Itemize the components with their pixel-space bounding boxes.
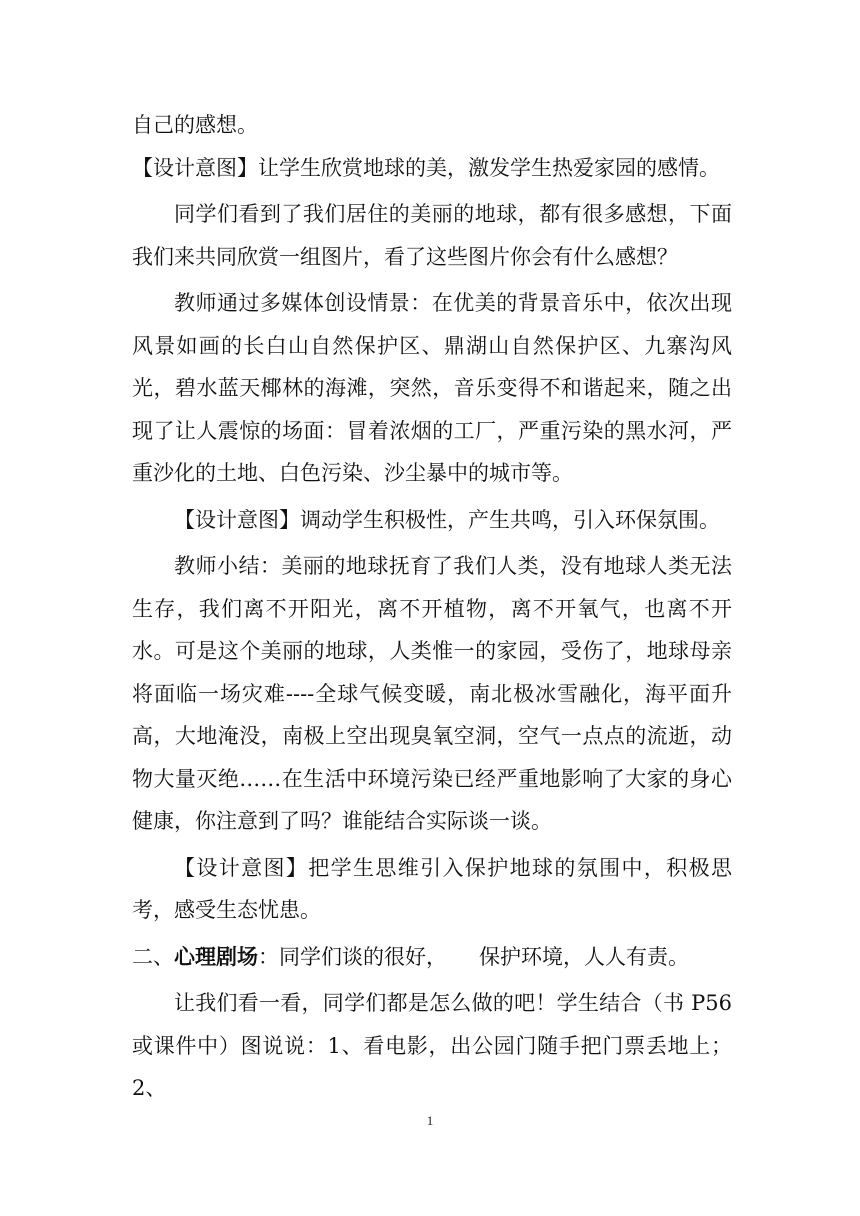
paragraph-multimedia-scene: 教师通过多媒体创设情景：在优美的背景音乐中，依次出现风景如画的长白山自然保护区、鼎湖山自然保护区、九寨沟风光，碧水蓝天椰林的海滩，突然，音乐变得不和谐起来，随之出现了让人震惊的场面：冒着浓烟的工厂，严重污染的黑水河，严重沙化的土地、白色污染、沙尘暴中的城市等。 — [132, 291, 732, 485]
section-title: 心理剧场 — [174, 943, 258, 969]
page-number: 1 — [426, 1113, 434, 1128]
paragraph-intro: 同学们看到了我们居住的美丽的地球，都有很多感想，下面我们来共同欣赏一组图片，看了这些图片你会有什么感想？ — [132, 202, 732, 269]
paragraph-teacher-summary: 教师小结：美丽的地球抚育了我们人类，没有地球人类无法生存，我们离不开阳光，离不开植物，离不开氧气，也离不开水。可是这个美丽的地球，人类惟一的家园，受伤了，地球母亲将面临一场灾难----全球气候变暖，南北极冰雪融化，海平面升高，大地淹没，南极上空出现臭氧空洞，空气一点点的流逝，动物大量灭绝……在生活中环境污染已经严重地影响了大家的身心健康，你注意到了吗？谁能结合实际谈一谈。 — [132, 554, 732, 833]
paragraph-design-intent-1: 【设计意图】让学生欣赏地球的美，激发学生热爱家园的感情。 — [132, 155, 720, 180]
paragraph-section-heading — [132, 936, 732, 979]
section-text-tail: 保护环境，人人有责。 — [479, 944, 689, 969]
paragraph-let-us-see: 让我们看一看，同学们都是怎么做的吧！学生结合（书 P56 或课件中）图说说：1、看电影，出公园门随手把门票丢地上；2、 — [132, 991, 732, 1100]
paragraph-continuation: 自己的感想。 — [132, 113, 258, 137]
document-page — [132, 104, 732, 1110]
paragraph-design-intent-3: 【设计意图】把学生思维引入保护地球的氛围中，积极思考，感受生态忧患。 — [132, 855, 732, 922]
section-number: 二、 — [132, 944, 174, 969]
paragraph-design-intent-2: 【设计意图】调动学生积极性，产生共鸣，引入环保氛围。 — [174, 507, 720, 532]
section-text: ：同学们谈的很好， — [258, 944, 447, 969]
